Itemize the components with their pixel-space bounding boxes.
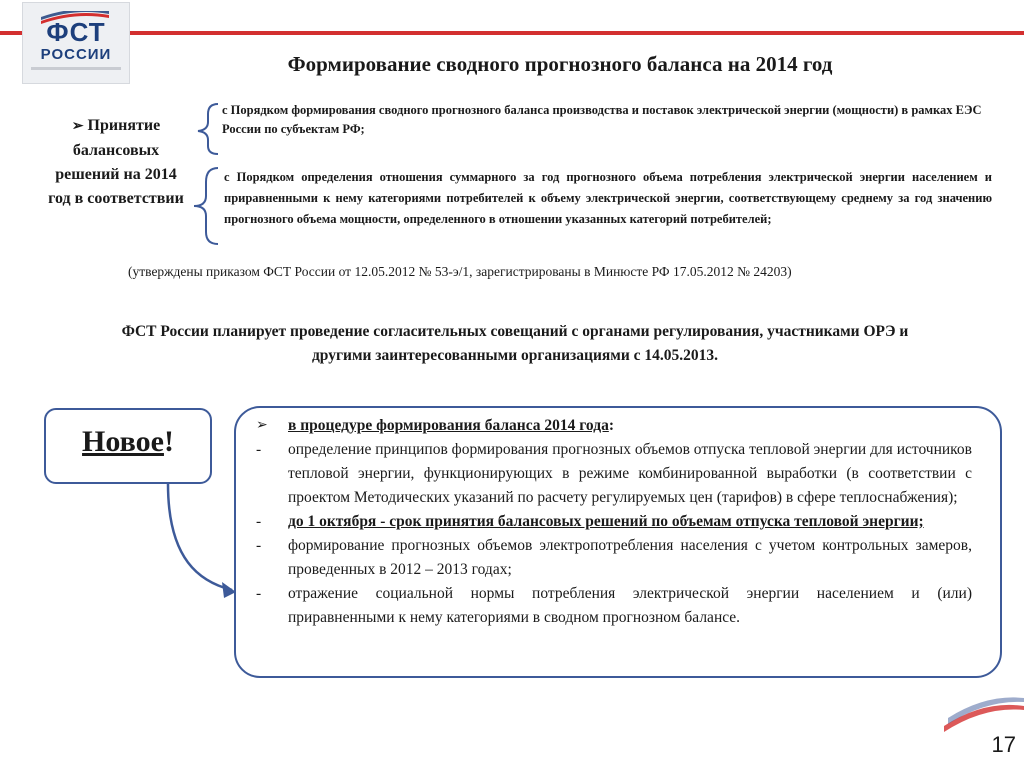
brace-item-1: с Порядком формирования сводного прогнозного баланса производства и поставок электрической энергии (мощности) в рамках ЕЭС России по субъектам РФ; xyxy=(222,103,982,136)
fst-logo xyxy=(22,2,130,84)
novoe-box xyxy=(44,408,212,484)
arrow-bullet-icon: ➢ xyxy=(71,119,84,134)
list-item xyxy=(256,534,972,582)
brace-1 xyxy=(198,104,218,154)
novoe-label xyxy=(46,425,210,459)
main-box-heading xyxy=(256,414,972,438)
dash-bullet: - xyxy=(256,537,262,554)
brace-item-2: с Порядком определения отношения суммарного за год прогнозного объема потребления электрической энергии населением и приравненными к нему категориями потребителей к объему электрической энергии, соответствующему среднему за год значению прогнозного объема мощности, определенного в отношении указанных категорий потребителей; xyxy=(224,170,992,226)
list-item xyxy=(256,582,972,630)
dash-bullet: - xyxy=(256,585,262,602)
novoe-word: Новое xyxy=(82,425,164,458)
list-item xyxy=(256,438,972,510)
main-box-content xyxy=(256,414,972,630)
left-label xyxy=(46,114,186,211)
page-number: 17 xyxy=(991,732,1016,757)
list-item-text: определение принципов формирования прогнозных объемов отпуска тепловой энергии для источников тепловой энергии, функционирующих в режиме комбинированной выработки (в соответствии с проектом Методических указаний по расчету регулируемых цен (тарифов) в сфере теплоснабжения); xyxy=(288,441,972,506)
arrow-bullet-icon: ➢ xyxy=(256,418,268,433)
logo-text-fst: ФСТ xyxy=(46,17,106,47)
list-item-text: формирование прогнозных объемов электропотребления населения с учетом контрольных замеров, проведенных в 2012 – 2013 годах; xyxy=(288,537,972,578)
list-item-text: до 1 октября - срок принятия балансовых решений по объемам отпуска тепловой энергии; xyxy=(288,513,924,530)
logo-text-rossii: РОССИИ xyxy=(40,46,112,63)
plan-text: ФСТ России планирует проведение согласительных совещаний с органами регулирования, участниками ОРЭ и другими заинтересованными организациями с 14.05.2013. xyxy=(121,323,909,364)
list-item xyxy=(256,510,972,534)
logo-subtext-line xyxy=(31,67,121,70)
header-red-line-right xyxy=(128,31,1024,35)
approved-note: (утверждены приказом ФСТ России от 12.05.2012 № 53-э/1, зарегистрированы в Минюсте РФ 17.05.2012 № 24203) xyxy=(128,264,792,279)
list-item-text: отражение социальной нормы потребления электрической энергии населением и (или) приравненными к нему категориями в сводном прогнозном балансе. xyxy=(288,585,972,626)
brace-2 xyxy=(194,168,218,244)
curved-arrow xyxy=(168,484,232,590)
header-red-line-left xyxy=(0,31,22,35)
swoosh-decoration-icon xyxy=(944,696,1024,736)
novoe-exclamation: ! xyxy=(163,425,174,458)
slide-title: Формирование сводного прогнозного баланса на 2014 год xyxy=(287,52,833,76)
heading-text: в процедуре формирования баланса 2014 года xyxy=(288,417,609,434)
heading-colon: : xyxy=(608,417,614,434)
left-label-text: Принятие балансовых решений на 2014 год в соответствии xyxy=(48,117,184,207)
dash-bullet: - xyxy=(256,441,262,458)
dash-bullet: - xyxy=(256,513,262,530)
